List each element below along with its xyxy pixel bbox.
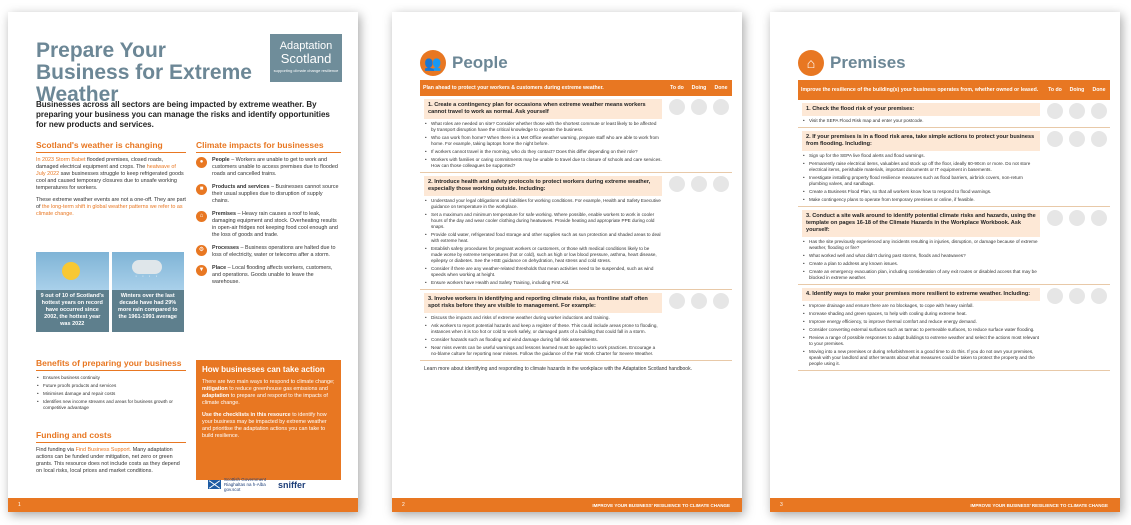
location-pin-icon: ▼ <box>196 265 207 276</box>
impacts-heading: Climate impacts for businesses <box>196 140 324 150</box>
checkbox-doing[interactable] <box>1069 131 1085 147</box>
funding-text-2: Many adaptation actions can be funded under mitigation, net zero or green grants. This resource does not include costs as they depend on local risks, local prices and market conditions. <box>36 447 180 474</box>
checkbox-doing[interactable] <box>1069 288 1085 304</box>
checklist-section-body <box>420 96 666 172</box>
brand-line-1: Adaptation <box>279 40 333 52</box>
how-to-act-box <box>196 360 341 480</box>
impact-text: – Heavy rain causes a roof to leak, damaging equipment and stock. Overheating results in open-air fridges not keeping food cool enough and the loss of goods and trade. <box>212 211 338 238</box>
people-icon: 👥 <box>420 50 446 76</box>
checklist-section-heading: 1. Check the flood risk of your premises: <box>802 103 1040 116</box>
premises-checklist <box>798 80 1110 371</box>
weather-section <box>36 140 186 218</box>
link-climate-change[interactable]: the long-term shift in global weather patterns we refer to as climate change. <box>36 204 183 217</box>
checklist-item: • Workers with families or caring commitments may be unable to travel due to closure of schools and care services. How can those colleagues be supported? <box>424 157 662 169</box>
sniffer-logo: sniffer <box>278 479 306 490</box>
checkbox-doing[interactable] <box>1069 103 1085 119</box>
how-text-4: to identify how your business may be impacted by extreme weather and prioritise the adaptation actions you can take to build resilience. <box>202 412 327 439</box>
checklist-item: • Ask workers to report potential hazards and keep a register of these. This could include areas prone to flooding, instances when it is too hot or cold to work safely, or damaged parts of a building that could fall in a storm. <box>424 323 662 335</box>
impact-name: Premises <box>212 211 236 217</box>
impact-name: Place <box>212 265 227 271</box>
checklist-item: • Review a range of possible responses to adapt buildings to extreme weather and select the actions most relevant to your premises. <box>802 335 1040 347</box>
checklist-section-heading: 1. Create a contingency plan for occasions when extreme weather means workers cannot travel to work as normal. Ask yourself <box>424 99 662 119</box>
checklist-item: • Consider hazards such as flooding and wind damage during fall risk assessments. <box>424 337 662 343</box>
house-icon: ⌂ <box>798 50 824 76</box>
funding-heading: Funding and costs <box>36 430 112 440</box>
footer-bar <box>770 498 1120 512</box>
link-find-business-support[interactable]: Find Business Support. <box>75 447 132 453</box>
benefit-item: • Future proofs products and services <box>36 383 186 389</box>
checklist-item: • Ensure workers have Health and Safety Training, including First Aid. <box>424 280 662 286</box>
page-3-title: Premises <box>830 53 906 72</box>
checklist-section-body <box>798 207 1044 284</box>
status-checkboxes <box>1044 128 1110 206</box>
box-icon: ■ <box>196 184 207 195</box>
checklist-sections <box>420 96 732 361</box>
impact-place <box>196 265 341 286</box>
checklist-section <box>798 285 1110 371</box>
col-doing: Doing <box>691 85 707 91</box>
checklist-item: • Set a maximum and minimum temperature for safe working. Where possible, enable workers to work in cooler hours of the day and wear cooler clothing during heatwaves. Provide heating and appropriate PPE during cold snaps. <box>424 212 662 230</box>
how-text-2: to reduce greenhouse gas emissions and <box>229 386 328 392</box>
impacts-section <box>196 140 341 292</box>
checklist-section <box>420 96 732 173</box>
weather-text: flooded premises, closed roads, damaged electrical equipment and crops. The <box>36 157 164 170</box>
funding-paragraph <box>36 447 186 475</box>
checklist-item: • Establish safety procedures for pregnant workers or customers, or those with medical conditions likely to be made worse by extreme temperatures (hot or cold), such as high or low blood pressure, asthma, heart disease, epilepsy or diabetes. See the HSE guidance on dehydration, heat stress and cold stress. <box>424 246 662 264</box>
checklist-item: • Moving into a new premises or during refurbishment is a good time to do this. If you do not own your premises, speak with your landlord and other tenants about what measures could be taken to protect the property and the people using it. <box>802 349 1040 367</box>
checklist-sections <box>798 100 1110 371</box>
stat-2-text: Winters over the last decade have had 29% more rain compared to the 1961-1991 average <box>117 293 178 320</box>
checkbox-done[interactable] <box>1091 288 1107 304</box>
divider <box>196 152 341 153</box>
cloud-icon <box>132 260 162 274</box>
checklist-section-body <box>420 290 666 360</box>
col-todo: To do <box>1048 87 1062 93</box>
checklist-section <box>798 128 1110 207</box>
page-3 <box>770 12 1120 512</box>
checklist-item: • Visit the SEPA Flood Risk map and enter your postcode. <box>802 118 1040 124</box>
sg-gaelic: Riaghaltas na h-Alba <box>224 482 266 487</box>
funding-text: Find funding via <box>36 447 75 453</box>
status-checkboxes <box>1044 207 1110 284</box>
divider <box>36 152 186 153</box>
checklist-section-body <box>798 128 1044 206</box>
stat-1-text: 9 out of 10 of Scotland's hottest years on record have occurred since 2002, the hottest year was 2022 <box>40 293 104 327</box>
weather-paragraph-1 <box>36 157 186 192</box>
footer-bar <box>392 498 742 512</box>
impact-text: – Business operations are halted due to loss of electricity, water or telecoms after a storm. <box>212 245 336 258</box>
checkbox-todo[interactable] <box>1047 288 1063 304</box>
col-done: Done <box>1092 87 1106 93</box>
checklist-section-body <box>798 100 1044 127</box>
impact-text: – Local flooding affects workers, customers, and operations. Goods unable to leave the warehouse. <box>212 265 333 285</box>
checkbox-todo[interactable] <box>669 176 685 192</box>
checklist-item: • Improve drainage and ensure there are no blockages, to cope with heavy rainfall. <box>802 303 1040 309</box>
checkbox-done[interactable] <box>1091 131 1107 147</box>
how-text: There are two main ways to respond to climate change; <box>202 379 335 385</box>
impact-processes <box>196 245 341 259</box>
checklist-item: • Improve energy efficiency, to improve thermal comfort and reduce energy demand. <box>802 319 1040 325</box>
col-doing: Doing <box>1069 87 1085 93</box>
checklist-item: • What roles are needed on site? Consider whether those with the shortest commute or least likely to be affected by transport disruption have the critical knowledge to operate the business. <box>424 121 662 133</box>
checkbox-done[interactable] <box>713 293 729 309</box>
page-2 <box>392 12 742 512</box>
checkbox-doing[interactable] <box>1069 210 1085 226</box>
checklist-item: • Permanently raise electrical items, valuables and stock up off the floor, ideally 60-90cm or more. Do not store electrical items, perishable materials, important documents or IT equipment in basements. <box>802 161 1040 173</box>
gear-icon: ⚙ <box>196 245 207 256</box>
checklist-section-heading: 2. Introduce health and safety protocols to protect workers during extreme weather, especially those working outside. Including: <box>424 176 662 196</box>
benefit-item: • Identifies new income streams and areas for business growth or competitive advantage <box>36 399 186 411</box>
checklist-section-heading: 3. Conduct a site walk around to identify potential climate risks and hazards, using the template on pages 16-18 of the Climate Hazards in the Workplace Workbook. Ask yourself: <box>802 210 1040 237</box>
checklist-section <box>420 173 732 290</box>
checkbox-done[interactable] <box>1091 103 1107 119</box>
checklist-item: • Create an emergency evacuation plan, including consideration of any exit routes or disabled access that may be blocked in extreme weather. <box>802 269 1040 281</box>
benefit-item: • Minimises damage and repair costs <box>36 391 186 397</box>
checklist-section-heading: 4. Identify ways to make your premises more resilient to extreme weather. Including: <box>802 288 1040 301</box>
funding-section <box>36 430 186 475</box>
checkbox-done[interactable] <box>713 176 729 192</box>
how-paragraph-1 <box>202 379 335 407</box>
weather-text-2: saw businesses struggle to keep refrigerated goods cool and caused temporary closures due to unsafe working temperatures for workers. <box>36 171 184 191</box>
brand-line-2: Scotland <box>280 51 332 66</box>
scottish-government-logo <box>208 477 266 492</box>
impact-name: Products and services <box>212 184 270 190</box>
how-mitigation: mitigation <box>202 386 228 392</box>
checkbox-todo[interactable] <box>1047 103 1063 119</box>
stat-hottest-years <box>36 252 109 332</box>
checklist-section <box>420 290 732 361</box>
footer-title: IMPROVE YOUR BUSINESS' RESILIENCE TO CLIMATE CHANGE <box>970 503 1108 508</box>
checkbox-todo[interactable] <box>1047 131 1063 147</box>
partner-logos <box>208 477 306 492</box>
checkbox-doing[interactable] <box>691 99 707 115</box>
impact-products <box>196 184 341 205</box>
checklist-section-heading: 2. If your premises is in a flood risk area, take simple actions to protect your business from flooding. Including: <box>802 131 1040 151</box>
page-1-intro: Businesses across all sectors are being impacted by extreme weather. By preparing your business you can manage the risks and identify opportunities for new products and services. <box>36 100 330 129</box>
brand-tagline: supporting climate change resilience <box>273 68 339 73</box>
checklist-item: • Create a plan to address any known issues. <box>802 261 1040 267</box>
checkbox-todo[interactable] <box>669 99 685 115</box>
divider <box>36 370 186 371</box>
saltire-icon <box>208 480 221 489</box>
checklist-item: • If workers cannot travel in the morning, who do they contact? Does this differ depending on their role? <box>424 149 662 155</box>
benefits-section <box>36 358 186 411</box>
checkbox-todo[interactable] <box>1047 210 1063 226</box>
stat-winter-rain <box>112 252 185 332</box>
checkbox-done[interactable] <box>1091 210 1107 226</box>
page-number: 2 <box>402 502 405 508</box>
checkbox-todo[interactable] <box>669 293 685 309</box>
how-text-3: to prepare and respond to the impacts of climate change. <box>202 393 328 406</box>
how-adaptation: adaptation <box>202 393 230 399</box>
impact-text: – Businesses cannot source their usual supplies due to disruption of supply chains. <box>212 184 339 204</box>
impact-name: People <box>212 157 230 163</box>
checkbox-done[interactable] <box>713 99 729 115</box>
sun-icon <box>62 262 80 280</box>
how-heading: How businesses can take action <box>202 365 325 374</box>
impact-premises <box>196 211 341 239</box>
house-icon: ⌂ <box>196 211 207 222</box>
checklist-item: • Discuss the impacts and risks of extreme weather during worker inductions and training. <box>424 315 662 321</box>
status-checkboxes <box>666 96 732 172</box>
divider <box>36 442 186 443</box>
link-heatwave[interactable]: heatwave of July 2022 <box>36 164 176 177</box>
checklist-section <box>798 207 1110 285</box>
col-done: Done <box>714 85 728 91</box>
page-number: 3 <box>780 502 783 508</box>
weather-stats <box>36 252 184 332</box>
weather-text-3: These extreme weather events are not a one-off. They are part of <box>36 197 186 210</box>
impact-text: – Workers are unable to get to work and customers unable to access premises due to flooded roads and cancelled trains. <box>212 157 338 177</box>
people-icon: ● <box>196 157 207 168</box>
checklist-item: • Has the site previously experienced any incidents resulting in injuries, disruption, or damage because of extreme weather, flooding or fire? <box>802 239 1040 251</box>
checkbox-doing[interactable] <box>691 176 707 192</box>
checklist-header <box>798 80 1110 100</box>
sg-name: Scottish Government <box>224 477 267 482</box>
page-2-title: People <box>452 53 508 72</box>
checklist-section <box>798 100 1110 128</box>
checklist-item: • Sign up for the SEPA live flood alerts and flood warnings. <box>802 153 1040 159</box>
how-paragraph-2 <box>202 412 335 440</box>
status-checkboxes <box>1044 285 1110 370</box>
footer-bar <box>8 498 358 512</box>
link-2023[interactable]: In 2023 <box>36 157 54 163</box>
people-checklist <box>420 80 732 378</box>
impact-name: Processes <box>212 245 239 251</box>
page-1-title: Prepare Your Business for Extreme Weather <box>36 39 252 106</box>
link-storm-babet[interactable]: Storm Babet <box>55 157 86 163</box>
checklist-item: • Consider converting external surfaces such as tarmac to permeable surfaces, to reduce surface water flooding. <box>802 327 1040 333</box>
benefit-item: • Ensures business continuity <box>36 375 186 381</box>
checklist-item: • Investigate installing property flood resilience measures such as flood barriers, airbrick covers, non-return plumbing valves, and sandbags. <box>802 175 1040 187</box>
status-checkboxes <box>1044 100 1110 127</box>
page-1 <box>8 12 358 512</box>
weather-heading: Scotland's weather is changing <box>36 140 163 150</box>
rain-icon: ' ' ' ' <box>135 276 160 282</box>
sg-url: gov.scot <box>224 487 241 492</box>
checklist-item: • Near miss events can be useful warnings and lessons learned must be applied to work practices. Encourage a no-blame culture for reporting near misses. Follow the guidance of the Fair Work Charter for Severe Weather. <box>424 345 662 357</box>
checkbox-doing[interactable] <box>691 293 707 309</box>
checklist-header-text: Improve the resilience of the building(s) your business operates from, whether owned or leased. <box>801 87 1039 93</box>
page-2-outro: Learn more about identifying and responding to climate hazards in the workplace with the Adaptation Scotland handbook. <box>424 366 692 372</box>
checklist-item: • Provide cold water, refrigerated food storage and other supplies such as sun protection and shaded areas to deal with extreme heat. <box>424 232 662 244</box>
page-number: 1 <box>18 502 21 508</box>
how-checklist-lead: Use the checklists in this resource <box>202 412 291 418</box>
checklist-item: • Consider if there are any weather-related thresholds that mean activities need to be suspended, such as wind speeds when working at height. <box>424 266 662 278</box>
weather-paragraph-2 <box>36 197 186 218</box>
checklist-item: • Create a Business Flood Plan, so that all workers know how to respond to flood warnings. <box>802 189 1040 195</box>
checklist-section-body <box>798 285 1044 370</box>
impact-people <box>196 157 341 178</box>
benefits-heading: Benefits of preparing your business <box>36 358 182 368</box>
status-checkboxes <box>666 173 732 289</box>
checklist-header <box>420 80 732 96</box>
checklist-item: • Increase shading and green spaces, to help with cooling during extreme heat. <box>802 311 1040 317</box>
checklist-item: • Who can work from home? When there is a Met Office weather warning, prepare staff who are able to work from home. For example, taking laptops home the night before. <box>424 135 662 147</box>
checklist-item: • What worked well and what didn't during past storms, floods and heatwaves? <box>802 253 1040 259</box>
col-todo: To do <box>670 85 684 91</box>
checklist-item: • Make contingency plans to operate from temporary premises or online, if feasible. <box>802 197 1040 203</box>
checklist-header-text: Plan ahead to protect your workers & customers during extreme weather. <box>423 85 604 91</box>
adaptation-scotland-logo <box>270 34 342 82</box>
status-checkboxes <box>666 290 732 360</box>
checklist-section-heading: 3. Involve workers in identifying and reporting climate risks, as frontline staff often spot risks before they are visible to management. For example: <box>424 293 662 313</box>
checklist-item: • Understand your legal obligations and liabilities for working conditions. For example, Health and Safety Executive guidance on temperature in the workplace. <box>424 198 662 210</box>
checklist-section-body <box>420 173 666 289</box>
footer-title: IMPROVE YOUR BUSINESS' RESILIENCE TO CLIMATE CHANGE <box>592 503 730 508</box>
